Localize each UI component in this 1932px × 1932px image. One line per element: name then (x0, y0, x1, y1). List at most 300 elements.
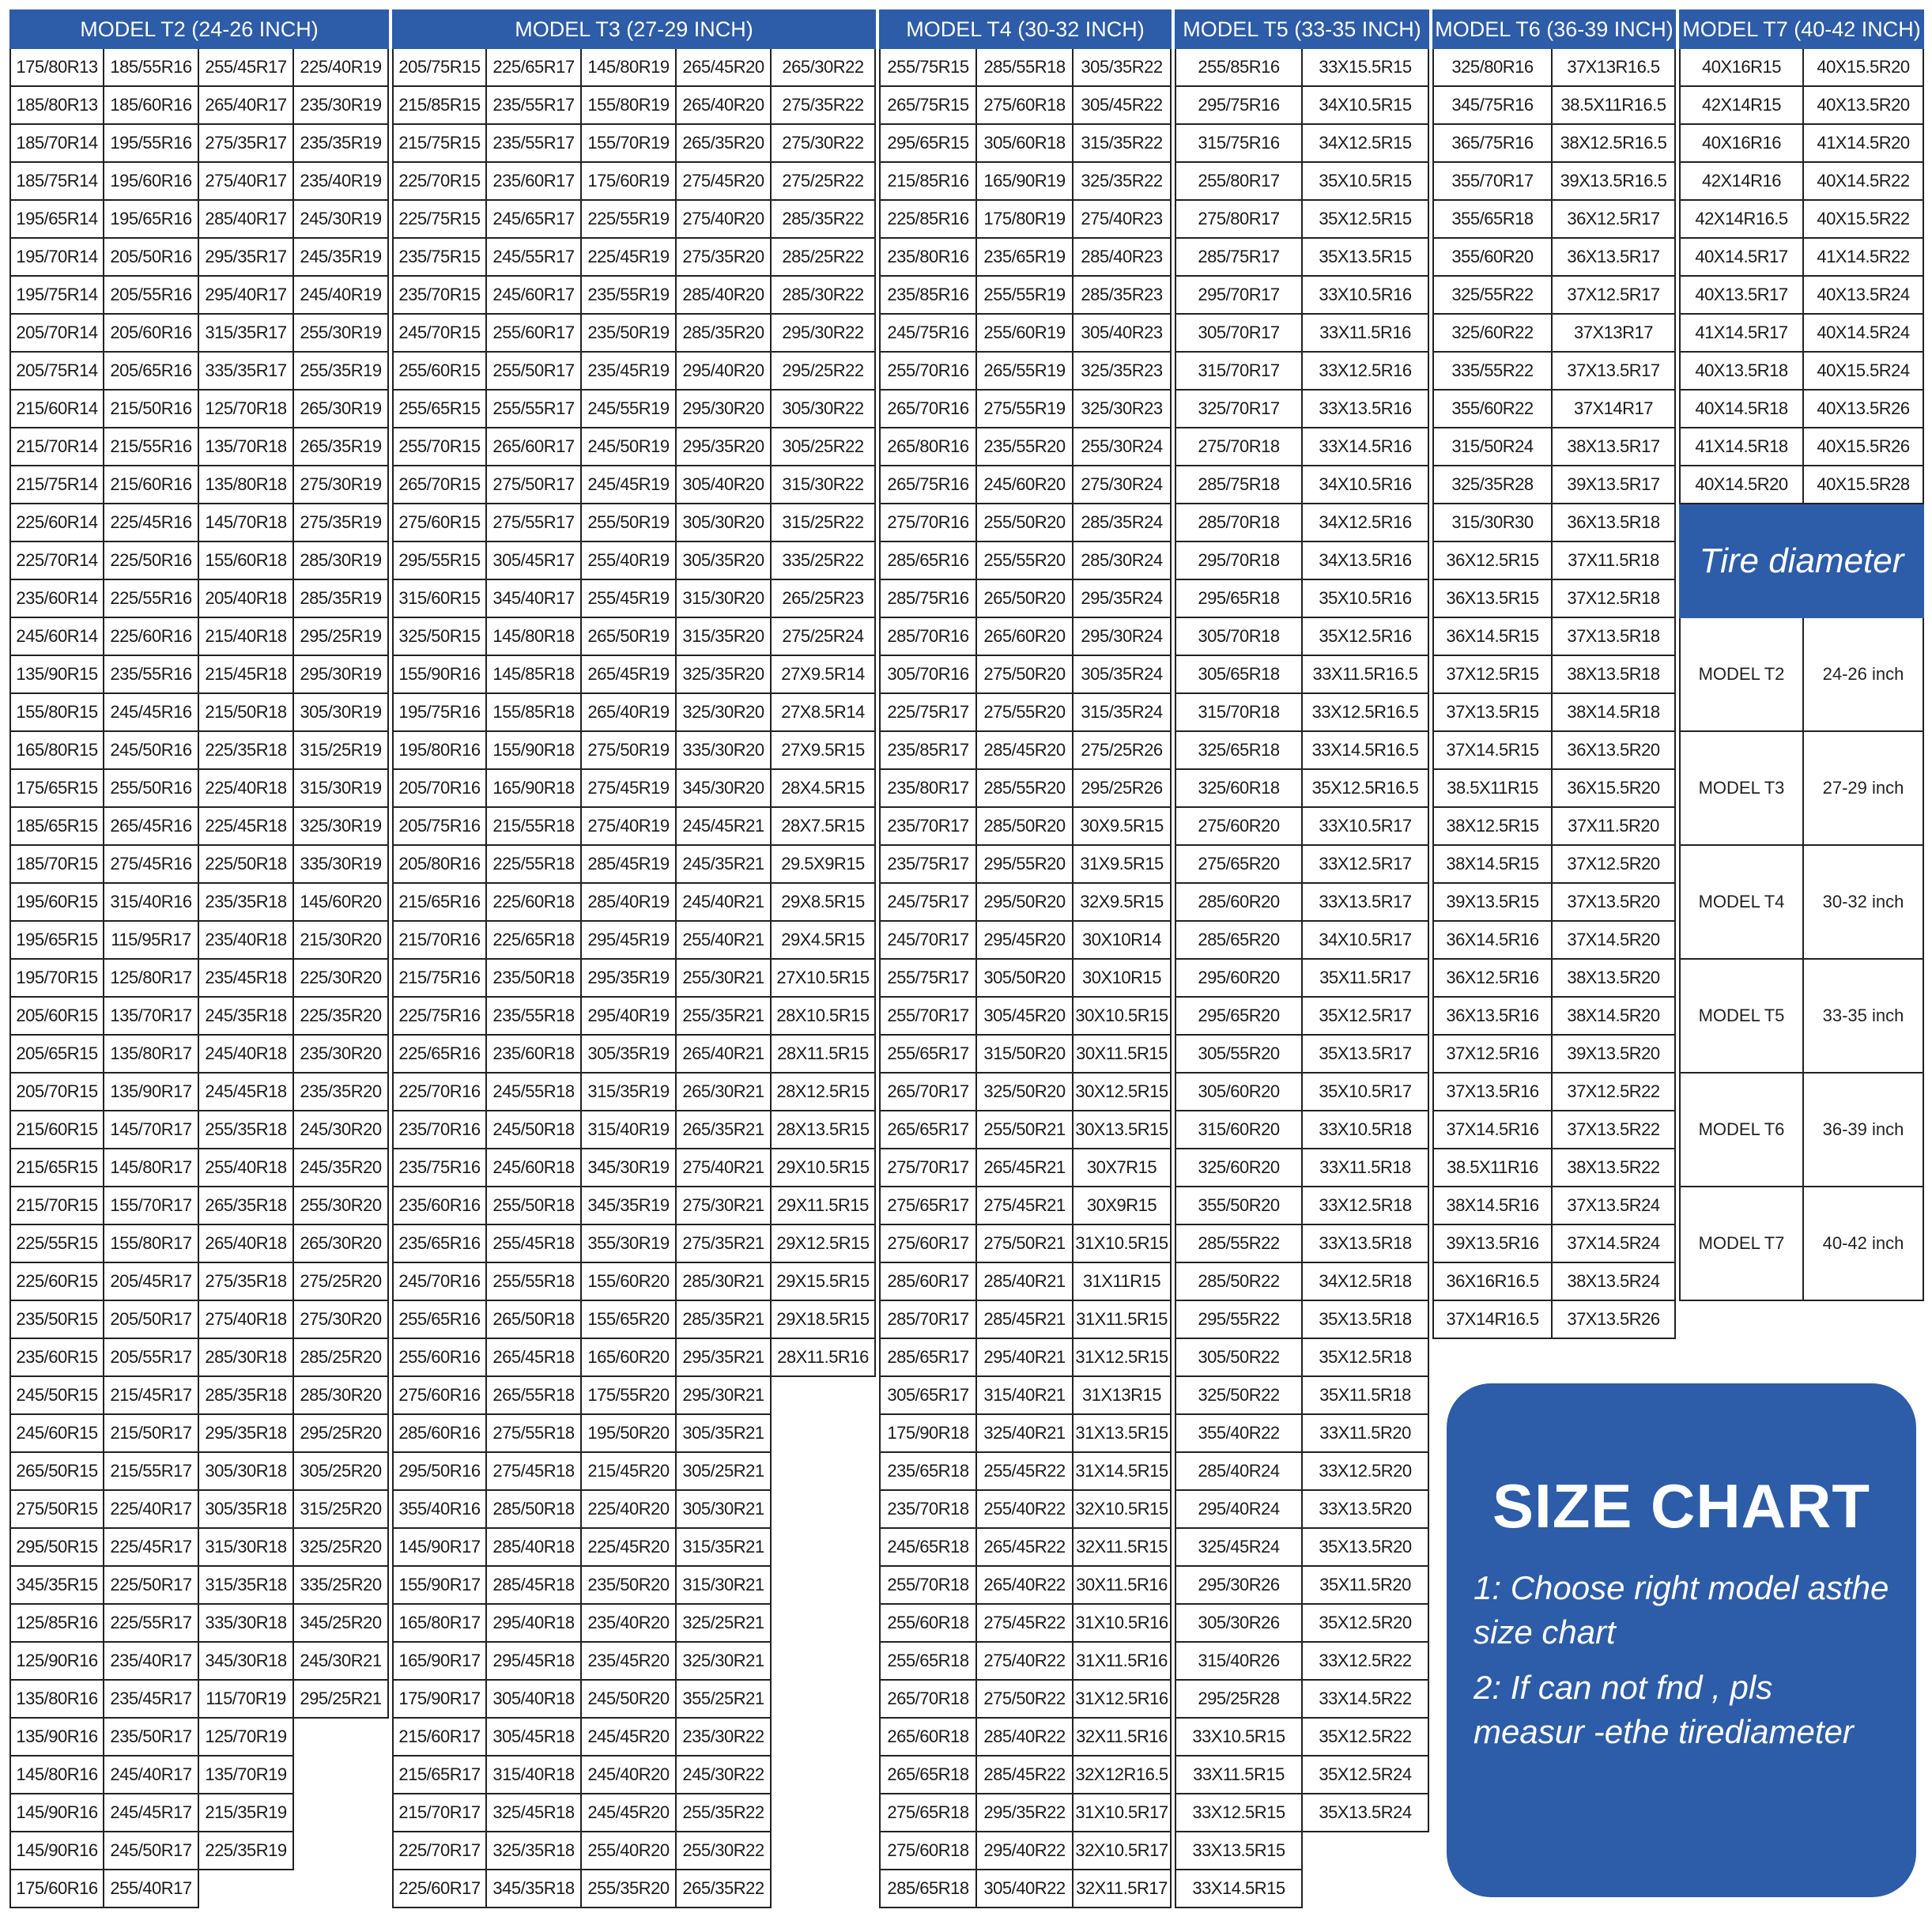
size-cell: 245/60R18 (487, 1149, 582, 1187)
size-cell: 33X12.5R16.5 (1303, 694, 1429, 732)
size-cell: 33X12.5R15 (1175, 1794, 1303, 1832)
size-cell: 37X14.5R16 (1432, 1111, 1553, 1149)
size-cell: 30X12.5R15 (1074, 1074, 1172, 1111)
size-cell: 235/55R18 (487, 998, 582, 1036)
size-cell: 31X10.5R15 (1074, 1225, 1172, 1263)
size-cell: 37X14.5R24 (1553, 1225, 1676, 1263)
size-cell: 285/25R22 (772, 239, 876, 277)
size-cell: 275/55R19 (977, 391, 1074, 428)
size-cell: 36X13.5R20 (1553, 732, 1676, 770)
size-cell: 34X10.5R16 (1303, 466, 1429, 504)
size-cell: 30X11.5R16 (1074, 1567, 1172, 1605)
size-cell: 295/25R19 (294, 618, 389, 656)
size-cell: 35X12.5R24 (1303, 1757, 1429, 1794)
size-cell: 255/85R16 (1175, 49, 1303, 87)
size-cell: 215/50R17 (104, 1415, 199, 1453)
size-cell: 245/70R16 (392, 1263, 487, 1301)
size-cell: 255/40R21 (677, 922, 772, 960)
size-cell: 165/90R17 (392, 1643, 487, 1681)
size-cell: 275/60R17 (879, 1225, 977, 1263)
size-cell: 33X14.5R22 (1303, 1681, 1429, 1719)
size-cell: 31X11.5R16 (1074, 1643, 1172, 1681)
size-cell: 245/45R20 (582, 1719, 677, 1757)
size-cell: 265/45R18 (487, 1339, 582, 1377)
size-cell: 285/40R24 (1175, 1453, 1303, 1491)
size-cell: 295/55R20 (977, 846, 1074, 884)
size-cell: 275/50R19 (582, 732, 677, 770)
size-cell: 185/80R13 (9, 87, 104, 125)
size-cell: 31X11.5R15 (1074, 1301, 1172, 1339)
size-cell: 265/30R20 (294, 1225, 389, 1263)
size-cell: 315/60R20 (1175, 1111, 1303, 1149)
size-cell: 255/70R15 (392, 428, 487, 466)
size-cell: 305/25R20 (294, 1453, 389, 1491)
size-cell: 255/30R22 (677, 1832, 772, 1870)
size-cell: 305/30R19 (294, 694, 389, 732)
size-cell: 245/60R15 (9, 1415, 104, 1453)
size-cell: 275/60R20 (1175, 808, 1303, 846)
size-cell: 325/35R22 (1074, 163, 1172, 201)
size-cell: 355/40R22 (1175, 1415, 1303, 1453)
size-cell: 245/55R18 (487, 1074, 582, 1111)
size-cell: 37X12.5R16 (1432, 1036, 1553, 1074)
size-cell: 30X9.5R15 (1074, 808, 1172, 846)
size-cell: 37X13.5R26 (1553, 1301, 1676, 1339)
size-cell: 255/50R18 (487, 1187, 582, 1225)
size-cell: 295/35R18 (199, 1415, 294, 1453)
size-cell: 185/60R16 (104, 87, 199, 125)
size-cell: 235/60R18 (487, 1036, 582, 1074)
size-cell: 38X13.5R20 (1553, 960, 1676, 998)
size-cell: 275/55R18 (487, 1415, 582, 1453)
size-cell: 225/50R16 (104, 542, 199, 580)
size-cell: 285/55R18 (977, 49, 1074, 87)
size-cell: 285/55R22 (1175, 1225, 1303, 1263)
reference-range: 40-42 inch (1802, 1187, 1924, 1301)
size-cell: 275/65R17 (879, 1187, 977, 1225)
size-cell: 40X14.5R22 (1804, 163, 1924, 201)
size-cell: 28X13.5R15 (772, 1111, 876, 1149)
size-cell: 195/65R16 (104, 201, 199, 239)
size-cell: 38X14.5R16 (1432, 1187, 1553, 1225)
size-cell: 36X12.5R16 (1432, 960, 1553, 998)
size-cell: 38X12.5R15 (1432, 808, 1553, 846)
size-cell: 325/70R17 (1175, 391, 1303, 428)
size-cell: 225/45R18 (199, 808, 294, 846)
size-cell: 155/80R15 (9, 694, 104, 732)
size-cell: 28X11.5R15 (772, 1036, 876, 1074)
reference-model: MODEL T5 (1679, 960, 1804, 1074)
size-cell: 275/35R19 (294, 504, 389, 542)
size-cell: 305/45R22 (1074, 87, 1172, 125)
size-cell: 355/60R22 (1432, 391, 1553, 428)
size-cell: 205/75R14 (9, 353, 104, 391)
size-cell: 145/90R17 (392, 1529, 487, 1567)
size-cell: 40X14.5R17 (1679, 239, 1804, 277)
size-cell: 215/70R17 (392, 1794, 487, 1832)
size-cell: 33X13.5R20 (1303, 1491, 1429, 1529)
size-cell: 275/60R18 (879, 1832, 977, 1870)
size-cell: 275/45R18 (487, 1453, 582, 1491)
size-cell: 275/25R26 (1074, 732, 1172, 770)
size-cell: 33X14.5R16 (1303, 428, 1429, 466)
size-cell: 335/30R20 (677, 732, 772, 770)
size-cell: 285/40R18 (487, 1529, 582, 1567)
size-cell: 31X9.5R15 (1074, 846, 1172, 884)
size-cell: 37X11.5R20 (1553, 808, 1676, 846)
size-cell: 325/30R21 (677, 1643, 772, 1681)
size-cell: 265/40R22 (977, 1567, 1074, 1605)
size-cell: 225/40R17 (104, 1491, 199, 1529)
size-cell: 235/40R18 (199, 922, 294, 960)
size-cell: 235/45R19 (582, 353, 677, 391)
size-cell: 265/70R17 (879, 1074, 977, 1111)
size-cell: 29X11.5R15 (772, 1187, 876, 1225)
size-cell: 255/40R17 (104, 1870, 199, 1908)
size-cell: 195/75R14 (9, 277, 104, 315)
size-cell: 275/50R17 (487, 466, 582, 504)
size-cell: 265/45R20 (677, 49, 772, 87)
size-cell: 255/65R16 (392, 1301, 487, 1339)
size-cell: 36X13.5R15 (1432, 580, 1553, 618)
size-cell: 225/55R16 (104, 580, 199, 618)
size-cell: 295/30R19 (294, 656, 389, 694)
size-cell: 315/35R17 (199, 315, 294, 353)
size-cell: 30X7R15 (1074, 1149, 1172, 1187)
size-chart-note-2: 2: If can not fnd , pls measur -ethe tirediameter (1474, 1669, 1854, 1750)
size-cell: 35X11.5R20 (1303, 1567, 1429, 1605)
size-cell: 275/70R18 (1175, 428, 1303, 466)
size-cell: 41X14.5R22 (1804, 239, 1924, 277)
size-cell: 285/30R22 (772, 277, 876, 315)
size-cell: 32X12R16.5 (1074, 1757, 1172, 1794)
size-cell: 225/35R18 (199, 732, 294, 770)
size-cell: 195/65R15 (9, 922, 104, 960)
size-cell: 265/35R18 (199, 1187, 294, 1225)
size-cell: 225/35R19 (199, 1832, 294, 1870)
size-cell: 37X13.5R24 (1553, 1187, 1676, 1225)
size-cell: 265/65R17 (879, 1111, 977, 1149)
size-cell: 245/75R16 (879, 315, 977, 353)
size-cell: 275/30R20 (294, 1301, 389, 1339)
size-cell: 245/45R21 (677, 808, 772, 846)
size-cell: 245/60R20 (977, 466, 1074, 504)
size-cell: 285/55R20 (977, 770, 1074, 808)
size-cell: 36X15.5R20 (1553, 770, 1676, 808)
size-cell: 295/25R22 (772, 353, 876, 391)
size-cell: 155/85R18 (487, 694, 582, 732)
size-cell: 37X13.5R16 (1432, 1074, 1553, 1111)
size-cell: 125/70R18 (199, 391, 294, 428)
size-cell: 265/50R15 (9, 1453, 104, 1491)
size-cell: 255/75R15 (879, 49, 977, 87)
size-cell: 225/70R16 (392, 1074, 487, 1111)
size-cell: 275/80R17 (1175, 201, 1303, 239)
size-cell: 235/55R20 (977, 428, 1074, 466)
size-cell: 215/60R17 (392, 1719, 487, 1757)
size-cell: 35X12.5R16.5 (1303, 770, 1429, 808)
size-cell: 275/35R18 (199, 1263, 294, 1301)
size-cell: 41X14.5R17 (1679, 315, 1804, 353)
size-cell: 315/30R30 (1432, 504, 1553, 542)
size-cell: 235/55R17 (487, 125, 582, 163)
size-cell: 205/65R16 (104, 353, 199, 391)
size-cell: 29X15.5R15 (772, 1263, 876, 1301)
size-cell: 35X13.5R18 (1303, 1301, 1429, 1339)
size-cell: 275/25R22 (772, 163, 876, 201)
size-cell: 33X13.5R15 (1175, 1832, 1303, 1870)
size-cell: 215/45R18 (199, 656, 294, 694)
size-cell: 275/45R21 (977, 1187, 1074, 1225)
size-cell: 215/70R14 (9, 428, 104, 466)
size-cell: 305/70R18 (1175, 618, 1303, 656)
size-cell: 225/75R17 (879, 694, 977, 732)
size-cell: 28X12.5R15 (772, 1074, 876, 1111)
size-cell: 255/70R18 (879, 1567, 977, 1605)
size-cell: 215/65R15 (9, 1149, 104, 1187)
size-cell: 345/40R17 (487, 580, 582, 618)
size-cell: 235/30R19 (294, 87, 389, 125)
size-cell: 275/60R18 (977, 87, 1074, 125)
size-cell: 295/70R17 (1175, 277, 1303, 315)
size-cell: 34X12.5R15 (1303, 125, 1429, 163)
size-cell: 225/60R16 (104, 618, 199, 656)
size-cell: 29X10.5R15 (772, 1149, 876, 1187)
size-cell: 30X9R15 (1074, 1187, 1172, 1225)
size-cell: 305/40R18 (487, 1681, 582, 1719)
size-cell: 155/65R20 (582, 1301, 677, 1339)
size-cell: 245/45R16 (104, 694, 199, 732)
size-cell: 285/65R17 (879, 1339, 977, 1377)
size-cell: 255/40R20 (582, 1832, 677, 1870)
size-cell: 235/85R16 (879, 277, 977, 315)
size-cell: 285/75R16 (879, 580, 977, 618)
size-cell: 325/60R18 (1175, 770, 1303, 808)
size-cell: 245/30R20 (294, 1111, 389, 1149)
size-cell: 275/40R21 (677, 1149, 772, 1187)
size-cell: 245/40R18 (199, 1036, 294, 1074)
size-cell: 265/75R16 (879, 466, 977, 504)
size-cell: 255/60R15 (392, 353, 487, 391)
size-cell: 30X13.5R15 (1074, 1111, 1172, 1149)
size-cell: 225/70R17 (392, 1832, 487, 1870)
size-cell: 28X7.5R15 (772, 808, 876, 846)
size-cell: 295/65R20 (1175, 998, 1303, 1036)
size-cell: 37X13.5R22 (1553, 1111, 1676, 1149)
size-cell: 215/65R16 (392, 884, 487, 922)
size-cell: 275/50R22 (977, 1681, 1074, 1719)
size-cell: 32X10.5R17 (1074, 1832, 1172, 1870)
size-cell: 265/60R17 (487, 428, 582, 466)
size-cell: 275/55R20 (977, 694, 1074, 732)
size-cell: 355/70R17 (1432, 163, 1553, 201)
size-chart-panel (1447, 1383, 1916, 1897)
size-cell: 33X12.5R17 (1303, 846, 1429, 884)
size-cell: 115/70R19 (199, 1681, 294, 1719)
size-cell: 315/40R19 (582, 1111, 677, 1149)
size-cell: 225/55R15 (9, 1225, 104, 1263)
size-cell: 235/75R15 (392, 239, 487, 277)
size-cell: 215/40R18 (199, 618, 294, 656)
size-cell: 305/70R16 (879, 656, 977, 694)
size-cell: 315/25R22 (772, 504, 876, 542)
size-cell: 265/35R19 (294, 428, 389, 466)
size-cell: 33X12.5R16 (1303, 353, 1429, 391)
size-cell: 285/75R17 (1175, 239, 1303, 277)
header-model-t3: MODEL T3 (27-29 INCH) (392, 9, 876, 49)
size-cell: 30X10R15 (1074, 960, 1172, 998)
size-cell: 125/85R16 (9, 1605, 104, 1643)
size-cell: 225/60R18 (487, 884, 582, 922)
size-cell: 275/35R22 (772, 87, 876, 125)
size-cell: 34X10.5R15 (1303, 87, 1429, 125)
size-cell: 35X10.5R15 (1303, 163, 1429, 201)
size-cell: 37X12.5R20 (1553, 846, 1676, 884)
size-cell: 265/40R20 (677, 87, 772, 125)
size-cell: 245/35R18 (199, 998, 294, 1036)
size-cell: 265/65R18 (879, 1757, 977, 1794)
size-cell: 325/25R20 (294, 1529, 389, 1567)
reference-range: 24-26 inch (1802, 618, 1924, 732)
size-cell: 245/60R14 (9, 618, 104, 656)
size-cell: 235/50R18 (487, 960, 582, 998)
size-cell: 40X15.5R22 (1804, 201, 1924, 239)
size-cell: 255/60R18 (879, 1605, 977, 1643)
size-cell: 245/70R17 (879, 922, 977, 960)
size-cell: 255/45R22 (977, 1453, 1074, 1491)
size-cell: 265/45R21 (977, 1149, 1074, 1187)
size-cell: 225/60R15 (9, 1263, 104, 1301)
size-cell: 285/40R21 (977, 1263, 1074, 1301)
size-cell: 37X14.5R15 (1432, 732, 1553, 770)
header-model-t6: MODEL T6 (36-39 INCH) (1432, 9, 1676, 49)
size-cell: 33X13.5R17 (1303, 884, 1429, 922)
size-cell: 245/30R19 (294, 201, 389, 239)
size-cell: 39X13.5R20 (1553, 1036, 1676, 1074)
size-cell: 215/30R20 (294, 922, 389, 960)
size-cell: 285/35R24 (1074, 504, 1172, 542)
size-cell: 235/35R19 (294, 125, 389, 163)
size-cell: 40X16R16 (1679, 125, 1804, 163)
size-cell: 295/40R22 (977, 1832, 1074, 1870)
size-cell: 155/60R20 (582, 1263, 677, 1301)
size-cell: 135/80R16 (9, 1681, 104, 1719)
size-cell: 35X13.5R17 (1303, 1036, 1429, 1074)
size-cell: 295/45R20 (977, 922, 1074, 960)
size-cell: 225/40R20 (582, 1491, 677, 1529)
size-cell: 325/80R16 (1432, 49, 1553, 87)
size-cell: 225/40R18 (199, 770, 294, 808)
size-cell: 40X15.5R20 (1804, 49, 1924, 87)
size-cell: 325/30R23 (1074, 391, 1172, 428)
size-cell: 315/30R18 (199, 1529, 294, 1567)
size-cell: 285/45R18 (487, 1567, 582, 1605)
size-cell: 265/45R19 (582, 656, 677, 694)
size-cell: 225/45R20 (582, 1529, 677, 1567)
size-cell: 155/90R17 (392, 1567, 487, 1605)
size-cell: 315/70R17 (1175, 353, 1303, 391)
size-cell: 38.5X11R16 (1432, 1149, 1553, 1187)
size-cell: 315/35R19 (582, 1074, 677, 1111)
size-cell: 27X9.5R15 (772, 732, 876, 770)
size-cell: 265/25R23 (772, 580, 876, 618)
size-cell: 215/70R15 (9, 1187, 104, 1225)
size-cell: 32X9.5R15 (1074, 884, 1172, 922)
size-cell: 295/70R18 (1175, 542, 1303, 580)
size-cell: 315/40R16 (104, 884, 199, 922)
size-cell: 255/30R24 (1074, 428, 1172, 466)
header-model-t5: MODEL T5 (33-35 INCH) (1175, 9, 1429, 49)
size-cell: 255/60R17 (487, 315, 582, 353)
size-cell: 35X11.5R17 (1303, 960, 1429, 998)
size-cell: 255/35R22 (677, 1794, 772, 1832)
size-cell: 165/80R17 (392, 1605, 487, 1643)
size-cell: 235/65R18 (879, 1453, 977, 1491)
size-cell: 265/80R16 (879, 428, 977, 466)
size-cell: 255/65R17 (879, 1036, 977, 1074)
size-cell: 145/80R16 (9, 1757, 104, 1794)
size-cell: 37X14R16.5 (1432, 1301, 1553, 1339)
size-cell: 295/40R19 (582, 998, 677, 1036)
size-cell: 255/70R17 (879, 998, 977, 1036)
size-cell: 38X13.5R22 (1553, 1149, 1676, 1187)
size-cell: 215/55R17 (104, 1453, 199, 1491)
size-cell: 28X10.5R15 (772, 998, 876, 1036)
size-cell: 325/60R22 (1432, 315, 1553, 353)
size-cell: 40X15.5R26 (1804, 428, 1924, 466)
size-cell: 345/35R15 (9, 1567, 104, 1605)
size-cell: 215/35R19 (199, 1794, 294, 1832)
size-cell: 35X12.5R22 (1303, 1719, 1429, 1757)
size-cell: 295/35R19 (582, 960, 677, 998)
size-cell: 275/30R21 (677, 1187, 772, 1225)
size-cell: 305/40R22 (977, 1870, 1074, 1908)
size-cell: 38X13.5R17 (1553, 428, 1676, 466)
size-cell: 195/60R16 (104, 163, 199, 201)
size-cell: 245/40R20 (582, 1757, 677, 1794)
size-cell: 325/50R15 (392, 618, 487, 656)
size-cell: 335/30R18 (199, 1605, 294, 1643)
size-cell: 305/35R22 (1074, 49, 1172, 87)
size-cell: 325/45R18 (487, 1794, 582, 1832)
size-cell: 355/30R19 (582, 1225, 677, 1263)
size-cell: 215/60R15 (9, 1111, 104, 1149)
size-cell: 275/50R20 (977, 656, 1074, 694)
size-cell: 235/70R15 (392, 277, 487, 315)
size-cell: 275/45R20 (677, 163, 772, 201)
size-cell: 265/40R21 (677, 1036, 772, 1074)
size-cell: 295/50R15 (9, 1529, 104, 1567)
size-cell: 235/50R17 (104, 1719, 199, 1757)
size-cell: 37X13R16.5 (1553, 49, 1676, 87)
size-chart-note-1: 1: Choose right model asthe size chart (1474, 1569, 1889, 1651)
size-cell: 335/25R20 (294, 1567, 389, 1605)
size-cell: 265/35R22 (677, 1870, 772, 1908)
size-cell: 315/40R18 (487, 1757, 582, 1794)
size-cell: 325/30R19 (294, 808, 389, 846)
size-cell: 315/50R24 (1432, 428, 1553, 466)
size-cell: 175/55R20 (582, 1377, 677, 1415)
size-cell: 33X12.5R20 (1303, 1453, 1429, 1491)
size-cell: 345/30R19 (582, 1149, 677, 1187)
size-cell: 265/40R18 (199, 1225, 294, 1263)
size-cell: 325/55R22 (1432, 277, 1553, 315)
size-cell: 215/70R16 (392, 922, 487, 960)
size-cell: 275/60R15 (392, 504, 487, 542)
size-cell: 265/30R19 (294, 391, 389, 428)
size-cell: 265/30R21 (677, 1074, 772, 1111)
size-cell: 285/50R22 (1175, 1263, 1303, 1301)
